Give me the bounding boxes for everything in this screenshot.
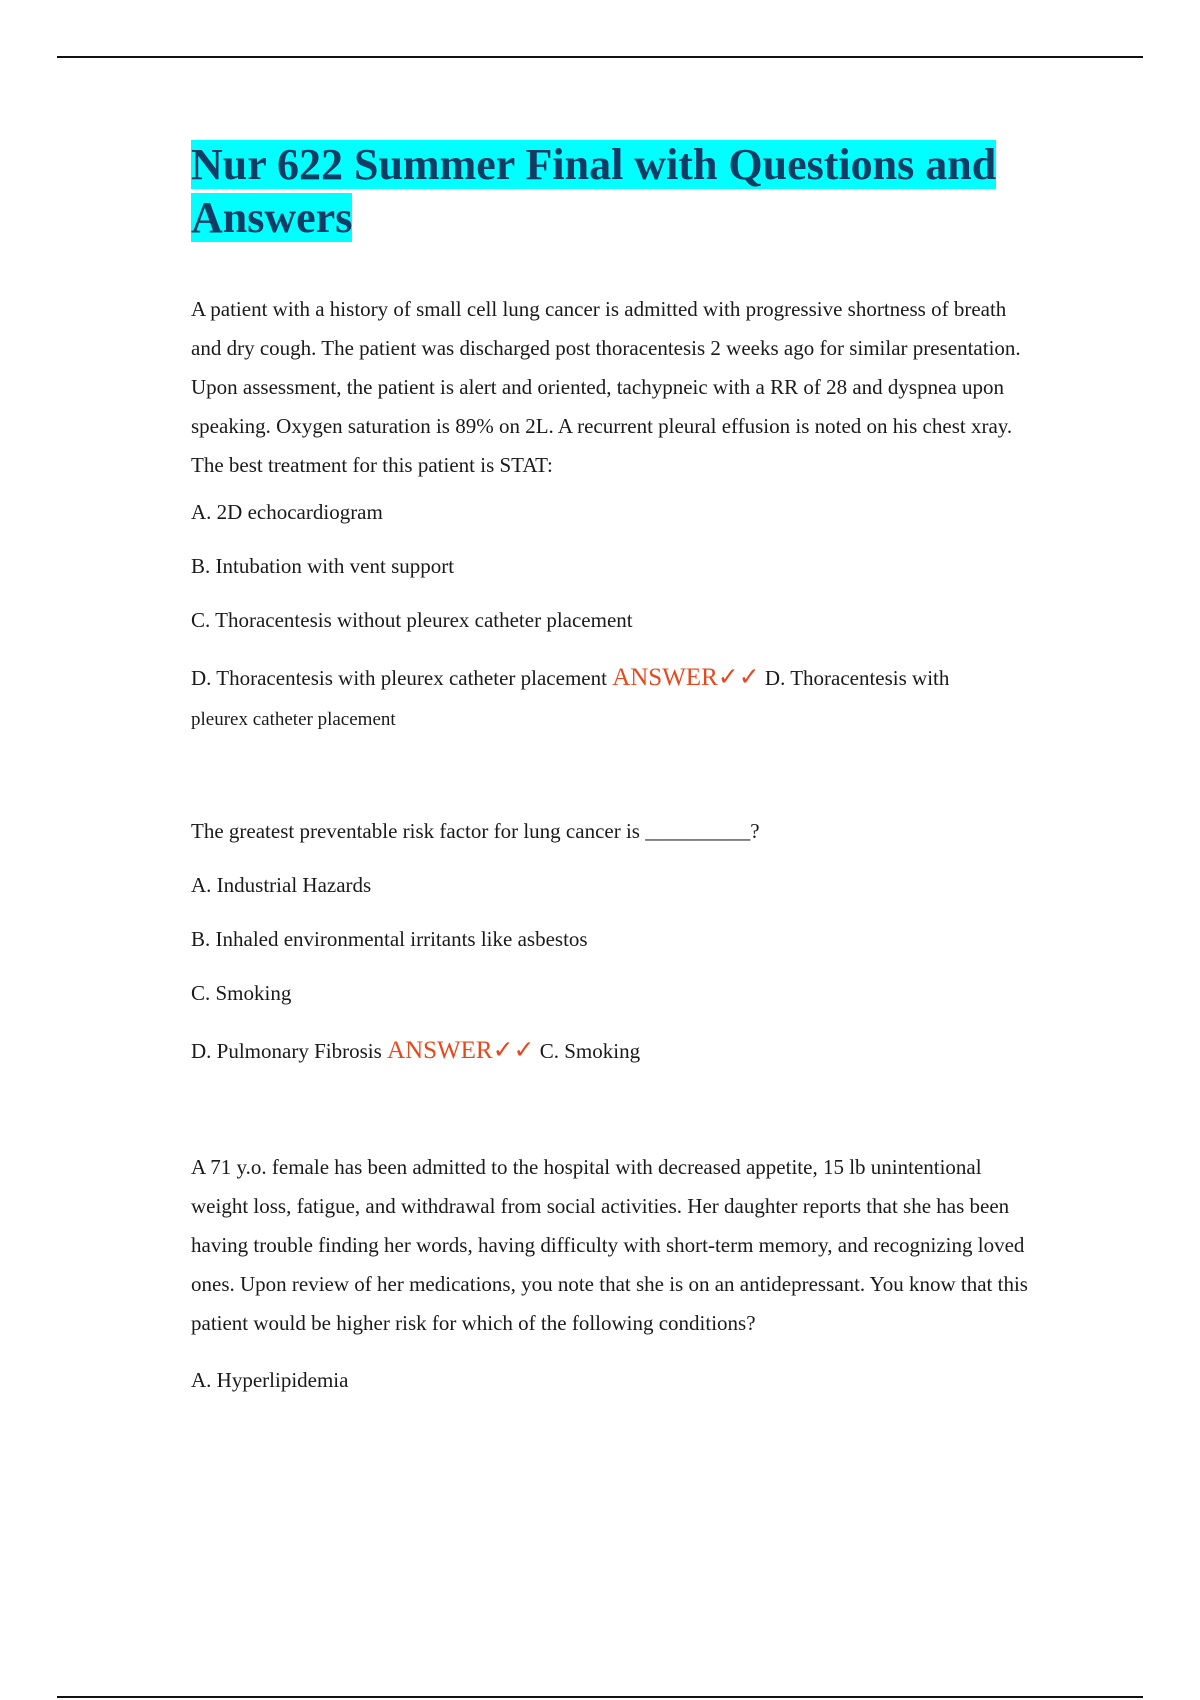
document-body [191,138,1041,1395]
question-2-option-d-text: D. Pulmonary Fibrosis [191,1039,382,1063]
question-1-option-d [191,663,1041,693]
question-1-stem: A patient with a history of small cell lung cancer is admitted with progressive shortness of breath and dry cough. The patient was discharged post thoracentesis 2 weeks ago for similar presentation. Upon assessment, the patient is alert and oriented, tachypneic with a RR of 28 and dyspnea upon speaking. Oxygen saturation is 89% on 2L. A recurrent pleural effusion is noted on his chest xray. The best treatment for this patient is STAT: [191,297,1021,477]
question-1-option-a: A. 2D echocardiogram [191,500,383,524]
question-2-answer-label: ANSWER✓✓ [387,1037,535,1064]
question-1-option-d-text: D. Thoracentesis with pleurex catheter placement [191,666,607,690]
question-2-stem: The greatest preventable risk factor for lung cancer is __________? [191,819,760,843]
header-rule [57,56,1143,58]
question-3-option-a: A. Hyperlipidemia [191,1368,349,1392]
question-1-answer-text-continued: pleurex catheter placement [191,709,396,730]
question-2-option-c: C. Smoking [191,981,292,1005]
question-1-option-b: B. Intubation with vent support [191,554,455,578]
question-2-option-a: A. Industrial Hazards [191,873,372,897]
question-2-option-d [191,1036,1041,1066]
question-1-answer-text: D. Thoracentesis with [764,666,950,690]
document-title: Nur 622 Summer Final with Questions and Answers [191,140,997,242]
question-2-option-b: B. Inhaled environmental irritants like asbestos [191,927,588,951]
question-2 [191,816,1041,1066]
question-2-answer-text: C. Smoking [539,1039,641,1063]
question-3-stem: A 71 y.o. female has been admitted to the hospital with decreased appetite, 15 lb unintentional weight loss, fatigue, and withdrawal from social activities. Her daughter reports that she has been having trouble finding her words, having difficulty with short-term memory, and recognizing loved ones. Upon review of her medications, you note that she is on an antidepressant. You know that this patient would be higher risk for which of the following conditions? [191,1155,1028,1335]
footer-rule [57,1696,1143,1698]
question-1-answer-label: ANSWER✓✓ [612,664,760,691]
question-3 [191,1148,1041,1395]
question-1 [191,290,1041,735]
question-1-option-c: C. Thoracentesis without pleurex catheter placement [191,608,633,632]
